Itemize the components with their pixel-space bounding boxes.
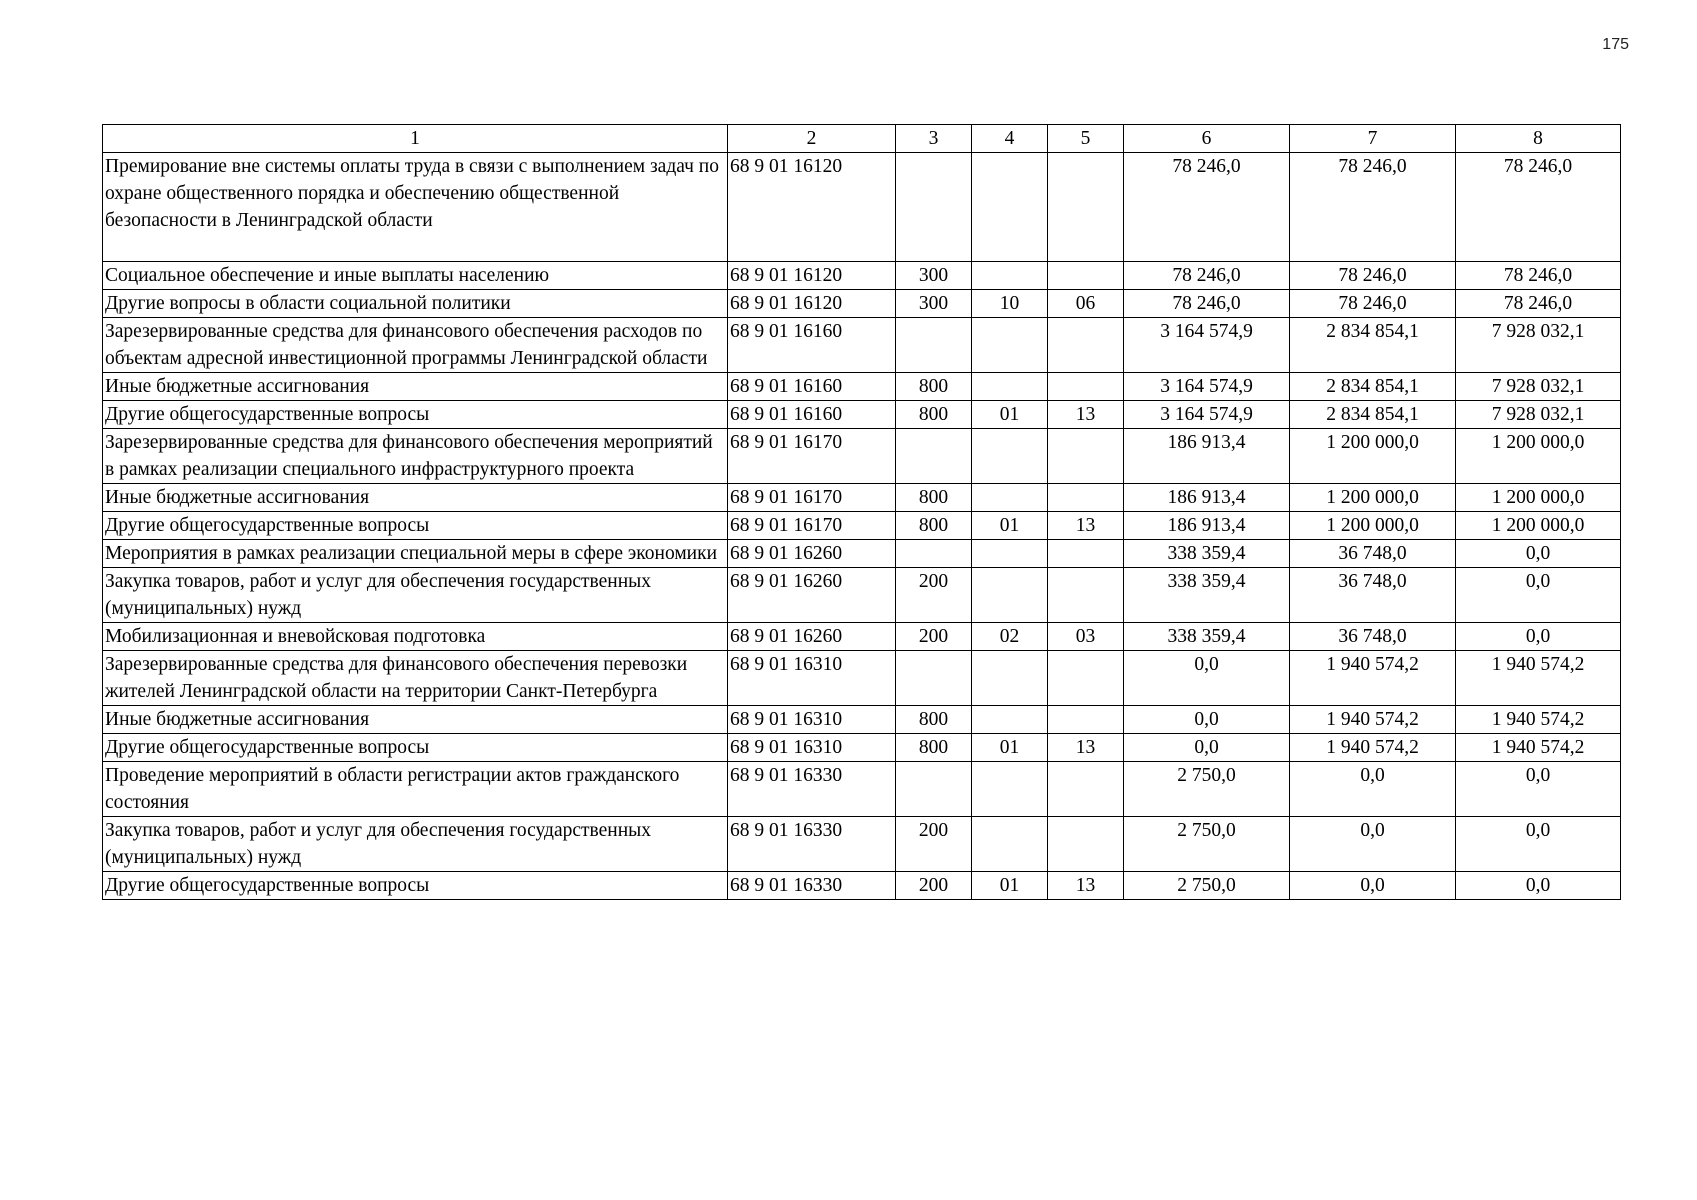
expense-type-cell — [896, 153, 972, 262]
expense-type-cell: 200 — [896, 872, 972, 900]
expense-type-cell: 800 — [896, 706, 972, 734]
section-cell — [972, 762, 1048, 817]
subsection-cell: 06 — [1048, 290, 1124, 318]
table-row — [103, 290, 1621, 318]
amount-year1-cell: 2 750,0 — [1124, 762, 1290, 817]
amount-year2-cell: 0,0 — [1290, 872, 1456, 900]
amount-year1-cell: 186 913,4 — [1124, 484, 1290, 512]
section-cell — [972, 318, 1048, 373]
row-name-cell: Закупка товаров, работ и услуг для обеспечения государственных (муниципальных) нужд — [103, 817, 728, 872]
table-body — [103, 153, 1621, 900]
amount-year3-cell: 78 246,0 — [1456, 290, 1621, 318]
subsection-cell: 13 — [1048, 512, 1124, 540]
amount-year2-cell: 1 940 574,2 — [1290, 734, 1456, 762]
expense-type-cell: 800 — [896, 373, 972, 401]
amount-year1-cell: 78 246,0 — [1124, 262, 1290, 290]
expense-type-cell: 800 — [896, 484, 972, 512]
amount-year2-cell: 78 246,0 — [1290, 262, 1456, 290]
amount-year3-cell: 78 246,0 — [1456, 153, 1621, 262]
table-row — [103, 734, 1621, 762]
amount-year2-cell: 1 200 000,0 — [1290, 429, 1456, 484]
row-name-cell: Другие вопросы в области социальной политики — [103, 290, 728, 318]
amount-year3-cell: 0,0 — [1456, 623, 1621, 651]
amount-year2-cell: 1 940 574,2 — [1290, 706, 1456, 734]
amount-year2-cell: 78 246,0 — [1290, 153, 1456, 262]
subsection-cell — [1048, 153, 1124, 262]
table-row — [103, 484, 1621, 512]
section-cell — [972, 484, 1048, 512]
amount-year3-cell: 0,0 — [1456, 540, 1621, 568]
amount-year2-cell: 1 940 574,2 — [1290, 651, 1456, 706]
table-row — [103, 262, 1621, 290]
amount-year1-cell: 338 359,4 — [1124, 540, 1290, 568]
row-name-cell: Другие общегосударственные вопросы — [103, 512, 728, 540]
row-name-cell: Другие общегосударственные вопросы — [103, 872, 728, 900]
column-header: 5 — [1048, 125, 1124, 153]
table-row — [103, 762, 1621, 817]
target-code-cell: 68 9 01 16310 — [728, 651, 896, 706]
column-header: 2 — [728, 125, 896, 153]
subsection-cell — [1048, 429, 1124, 484]
subsection-cell — [1048, 540, 1124, 568]
section-cell: 02 — [972, 623, 1048, 651]
target-code-cell: 68 9 01 16170 — [728, 484, 896, 512]
column-header: 8 — [1456, 125, 1621, 153]
target-code-cell: 68 9 01 16330 — [728, 872, 896, 900]
section-cell — [972, 373, 1048, 401]
amount-year1-cell: 78 246,0 — [1124, 290, 1290, 318]
amount-year3-cell: 0,0 — [1456, 762, 1621, 817]
target-code-cell: 68 9 01 16170 — [728, 429, 896, 484]
amount-year1-cell: 0,0 — [1124, 706, 1290, 734]
column-header: 3 — [896, 125, 972, 153]
section-cell: 10 — [972, 290, 1048, 318]
subsection-cell — [1048, 651, 1124, 706]
amount-year2-cell: 0,0 — [1290, 762, 1456, 817]
target-code-cell: 68 9 01 16310 — [728, 734, 896, 762]
target-code-cell: 68 9 01 16310 — [728, 706, 896, 734]
amount-year1-cell: 3 164 574,9 — [1124, 401, 1290, 429]
section-cell — [972, 540, 1048, 568]
amount-year3-cell: 1 200 000,0 — [1456, 512, 1621, 540]
amount-year3-cell: 78 246,0 — [1456, 262, 1621, 290]
amount-year3-cell: 1 940 574,2 — [1456, 706, 1621, 734]
table-row — [103, 651, 1621, 706]
subsection-cell — [1048, 762, 1124, 817]
amount-year1-cell: 3 164 574,9 — [1124, 318, 1290, 373]
row-name-cell: Мероприятия в рамках реализации специальной меры в сфере экономики — [103, 540, 728, 568]
target-code-cell: 68 9 01 16260 — [728, 568, 896, 623]
amount-year3-cell: 7 928 032,1 — [1456, 318, 1621, 373]
subsection-cell — [1048, 817, 1124, 872]
table-row — [103, 706, 1621, 734]
expense-type-cell: 200 — [896, 817, 972, 872]
row-name-cell: Закупка товаров, работ и услуг для обеспечения государственных (муниципальных) нужд — [103, 568, 728, 623]
amount-year2-cell: 78 246,0 — [1290, 290, 1456, 318]
row-name-cell: Зарезервированные средства для финансового обеспечения мероприятий в рамках реализации специального инфраструктурного проекта — [103, 429, 728, 484]
amount-year1-cell: 0,0 — [1124, 734, 1290, 762]
target-code-cell: 68 9 01 16160 — [728, 373, 896, 401]
amount-year3-cell: 7 928 032,1 — [1456, 401, 1621, 429]
target-code-cell: 68 9 01 16120 — [728, 290, 896, 318]
amount-year3-cell: 1 940 574,2 — [1456, 651, 1621, 706]
amount-year2-cell: 2 834 854,1 — [1290, 318, 1456, 373]
table-row — [103, 512, 1621, 540]
target-code-cell: 68 9 01 16330 — [728, 817, 896, 872]
table-row — [103, 401, 1621, 429]
amount-year3-cell: 1 200 000,0 — [1456, 429, 1621, 484]
section-cell — [972, 568, 1048, 623]
row-name-cell: Премирование вне системы оплаты труда в связи с выполнением задач по охране общественного порядка и обеспечению общественной безопасности в Ленинградской области — [103, 153, 728, 262]
page-number: 175 — [1602, 36, 1629, 53]
row-name-cell: Иные бюджетные ассигнования — [103, 373, 728, 401]
table-row — [103, 373, 1621, 401]
subsection-cell: 13 — [1048, 401, 1124, 429]
amount-year2-cell: 0,0 — [1290, 817, 1456, 872]
table-row — [103, 540, 1621, 568]
subsection-cell — [1048, 318, 1124, 373]
amount-year1-cell: 338 359,4 — [1124, 568, 1290, 623]
table-row — [103, 872, 1621, 900]
target-code-cell: 68 9 01 16120 — [728, 262, 896, 290]
section-cell — [972, 429, 1048, 484]
amount-year2-cell: 36 748,0 — [1290, 623, 1456, 651]
section-cell: 01 — [972, 401, 1048, 429]
section-cell — [972, 706, 1048, 734]
expense-type-cell — [896, 540, 972, 568]
subsection-cell: 13 — [1048, 734, 1124, 762]
expense-type-cell: 200 — [896, 568, 972, 623]
amount-year2-cell: 2 834 854,1 — [1290, 373, 1456, 401]
row-name-cell: Зарезервированные средства для финансового обеспечения перевозки жителей Ленинградской области на территории Санкт-Петербурга — [103, 651, 728, 706]
expense-type-cell — [896, 762, 972, 817]
target-code-cell: 68 9 01 16330 — [728, 762, 896, 817]
target-code-cell: 68 9 01 16160 — [728, 318, 896, 373]
expense-type-cell: 800 — [896, 512, 972, 540]
amount-year2-cell: 2 834 854,1 — [1290, 401, 1456, 429]
row-name-cell: Проведение мероприятий в области регистрации актов гражданского состояния — [103, 762, 728, 817]
section-cell — [972, 153, 1048, 262]
amount-year3-cell: 7 928 032,1 — [1456, 373, 1621, 401]
expense-type-cell: 200 — [896, 623, 972, 651]
subsection-cell: 03 — [1048, 623, 1124, 651]
section-cell: 01 — [972, 734, 1048, 762]
amount-year1-cell: 2 750,0 — [1124, 817, 1290, 872]
row-name-cell: Иные бюджетные ассигнования — [103, 484, 728, 512]
target-code-cell: 68 9 01 16260 — [728, 623, 896, 651]
subsection-cell: 13 — [1048, 872, 1124, 900]
table-row — [103, 568, 1621, 623]
expense-type-cell: 800 — [896, 401, 972, 429]
amount-year2-cell: 36 748,0 — [1290, 568, 1456, 623]
amount-year1-cell: 338 359,4 — [1124, 623, 1290, 651]
table-row — [103, 623, 1621, 651]
amount-year2-cell: 1 200 000,0 — [1290, 484, 1456, 512]
target-code-cell: 68 9 01 16160 — [728, 401, 896, 429]
amount-year3-cell: 1 940 574,2 — [1456, 734, 1621, 762]
amount-year3-cell: 0,0 — [1456, 872, 1621, 900]
subsection-cell — [1048, 373, 1124, 401]
expense-type-cell: 300 — [896, 290, 972, 318]
expense-type-cell: 800 — [896, 734, 972, 762]
section-cell: 01 — [972, 512, 1048, 540]
table-row — [103, 817, 1621, 872]
subsection-cell — [1048, 484, 1124, 512]
column-header: 6 — [1124, 125, 1290, 153]
target-code-cell: 68 9 01 16170 — [728, 512, 896, 540]
column-header: 7 — [1290, 125, 1456, 153]
amount-year2-cell: 1 200 000,0 — [1290, 512, 1456, 540]
table-row — [103, 318, 1621, 373]
target-code-cell: 68 9 01 16120 — [728, 153, 896, 262]
table-row — [103, 153, 1621, 262]
budget-table — [102, 124, 1621, 900]
subsection-cell — [1048, 262, 1124, 290]
row-name-cell: Мобилизационная и вневойсковая подготовка — [103, 623, 728, 651]
amount-year2-cell: 36 748,0 — [1290, 540, 1456, 568]
amount-year1-cell: 186 913,4 — [1124, 429, 1290, 484]
section-cell: 01 — [972, 872, 1048, 900]
amount-year1-cell: 3 164 574,9 — [1124, 373, 1290, 401]
subsection-cell — [1048, 568, 1124, 623]
amount-year3-cell: 1 200 000,0 — [1456, 484, 1621, 512]
row-name-cell: Другие общегосударственные вопросы — [103, 401, 728, 429]
amount-year3-cell: 0,0 — [1456, 568, 1621, 623]
table-row — [103, 429, 1621, 484]
table-header-row — [103, 125, 1621, 153]
amount-year1-cell: 0,0 — [1124, 651, 1290, 706]
row-name-cell: Социальное обеспечение и иные выплаты населению — [103, 262, 728, 290]
section-cell — [972, 651, 1048, 706]
expense-type-cell — [896, 429, 972, 484]
amount-year1-cell: 2 750,0 — [1124, 872, 1290, 900]
subsection-cell — [1048, 706, 1124, 734]
target-code-cell: 68 9 01 16260 — [728, 540, 896, 568]
expense-type-cell — [896, 651, 972, 706]
row-name-cell: Другие общегосударственные вопросы — [103, 734, 728, 762]
column-header: 4 — [972, 125, 1048, 153]
amount-year1-cell: 186 913,4 — [1124, 512, 1290, 540]
row-name-cell: Иные бюджетные ассигнования — [103, 706, 728, 734]
section-cell — [972, 262, 1048, 290]
column-header: 1 — [103, 125, 728, 153]
section-cell — [972, 817, 1048, 872]
amount-year3-cell: 0,0 — [1456, 817, 1621, 872]
expense-type-cell — [896, 318, 972, 373]
row-name-cell: Зарезервированные средства для финансового обеспечения расходов по объектам адресной инвестиционной программы Ленинградской области — [103, 318, 728, 373]
expense-type-cell: 300 — [896, 262, 972, 290]
amount-year1-cell: 78 246,0 — [1124, 153, 1290, 262]
